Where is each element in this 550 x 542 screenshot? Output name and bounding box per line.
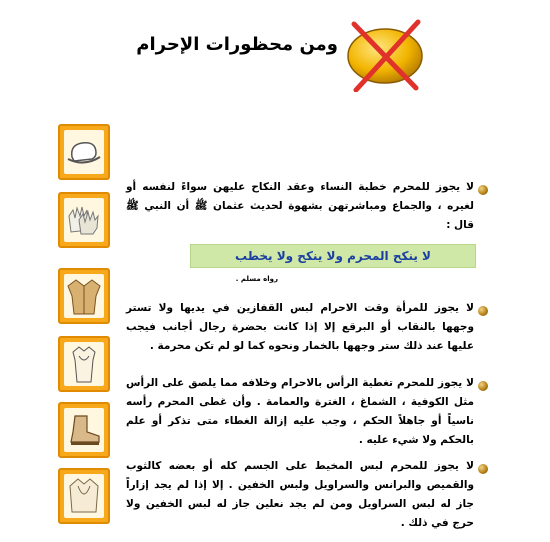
bullet-icon xyxy=(478,381,488,391)
page-title: ومن محظورات الإحرام xyxy=(136,34,338,55)
paragraph-3: لا يجوز للمحرم تغطية الرأس بالاحرام وخلافه مما يلصق على الرأس مثل الكوفية ، الشماغ ، الغترة والعمامة . وأن غطى المحرم رأسه ناسياً أو جاهلاً الحكم ، وجب عليه إزالة الغطاء متى تذكر أو علم بالحكم ولا شيء عليه . xyxy=(126,377,474,446)
shirt-icon xyxy=(58,336,110,392)
prohibited-emblem-icon xyxy=(340,14,430,92)
bullet-icon xyxy=(478,464,488,474)
bullet-icon xyxy=(478,306,488,316)
hat-icon xyxy=(58,124,110,180)
paragraph-2: لا يجوز للمرأة وقت الاحرام لبس القفازين في يديها ولا تستر وجهها بالنقاب أو البرقع إلا إذا كانت بحضرة رجال أجانب فيجب عليها عند ذلك ستر وجهها بالخمار ونحوه كما لو لم تكن محرمة . xyxy=(126,302,474,352)
cloak-icon xyxy=(58,468,110,524)
hadith-box: لا ينكح المحرم ولا ينكح ولا يخطب xyxy=(190,244,476,268)
jacket-icon xyxy=(58,268,110,324)
gloves-icon xyxy=(58,192,110,248)
paragraph-1: لا يجوز للمحرم خطبة النساء وعقد النكاح عليهن سواءً لنفسه أو لغيره ، والجماع ومباشرتهن بشهوة لحديث عثمان ﷺ أن النبي ﷺ قال : xyxy=(126,181,474,231)
paragraph-4: لا يجوز للمحرم لبس المخيط على الجسم كله أو بعضه كالثوب والقميص والبرانس والسراويل ولبس الخفين . إلا إذا لم يجد إزاراً جاز له لبس السراويل ومن لم يجد نعلين جاز له لبس الخفين ولا حرج في ذلك . xyxy=(126,460,474,529)
boot-icon xyxy=(58,402,110,458)
bullet-icon xyxy=(478,185,488,195)
hadith-source: رواه مسلم . xyxy=(235,275,278,283)
